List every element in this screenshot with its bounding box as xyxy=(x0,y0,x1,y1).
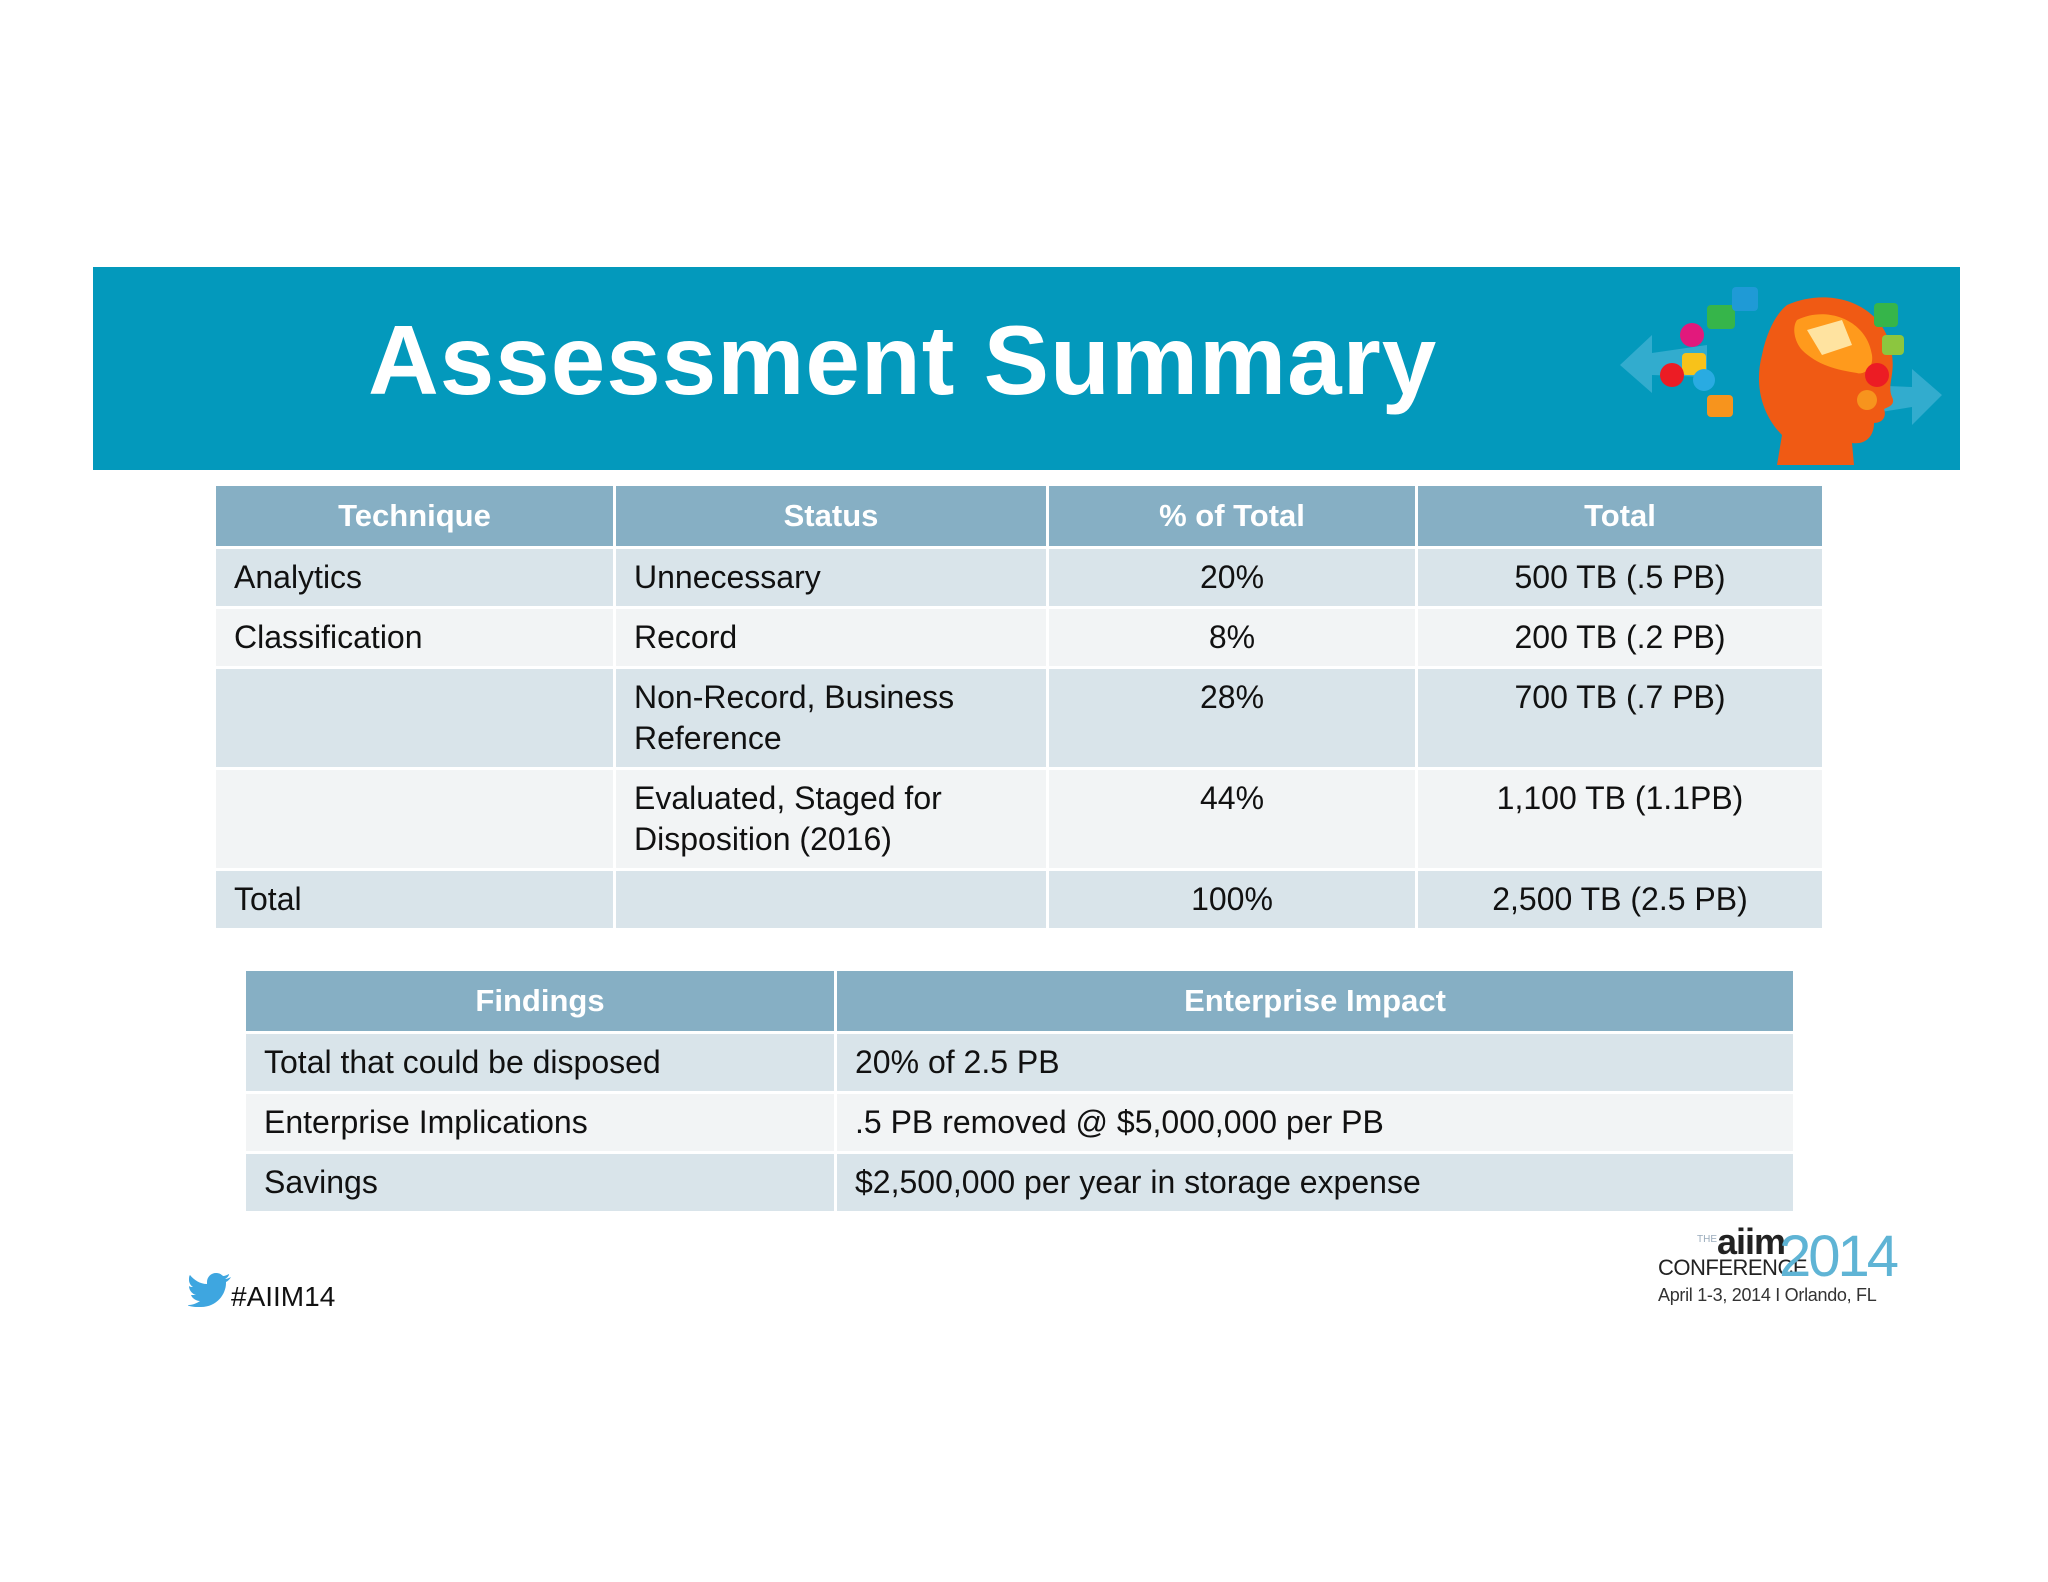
column-header-total: Total xyxy=(1417,485,1824,548)
column-header-percent: % of Total xyxy=(1048,485,1417,548)
finding-cell: Total that could be disposed xyxy=(245,1033,836,1093)
percent-cell: 20% xyxy=(1048,548,1417,608)
column-header-status: Status xyxy=(615,485,1048,548)
total-cell: 700 TB (.7 PB) xyxy=(1417,668,1824,769)
total-cell: 1,100 TB (1.1PB) xyxy=(1417,769,1824,870)
table-header-row xyxy=(215,485,1824,548)
logo-year-text: 2014 xyxy=(1779,1224,1897,1289)
column-header-findings: Findings xyxy=(245,970,836,1033)
column-header-enterprise-impact: Enterprise Impact xyxy=(836,970,1795,1033)
total-cell: 200 TB (.2 PB) xyxy=(1417,608,1824,668)
findings-table xyxy=(243,968,1796,1214)
logo-the-text: THE xyxy=(1697,1234,1717,1245)
impact-cell: 20% of 2.5 PB xyxy=(836,1033,1795,1093)
table-row xyxy=(245,1153,1795,1213)
percent-cell: 44% xyxy=(1048,769,1417,870)
table-row xyxy=(215,668,1824,769)
technique-cell xyxy=(215,668,615,769)
status-cell: Non-Record, Business Reference xyxy=(615,668,1048,769)
table-header-row xyxy=(245,970,1795,1033)
impact-cell: .5 PB removed @ $5,000,000 per PB xyxy=(836,1093,1795,1153)
table-total-row xyxy=(215,870,1824,930)
table-row xyxy=(245,1093,1795,1153)
table-row xyxy=(215,548,1824,608)
table-row xyxy=(245,1033,1795,1093)
percent-cell: 8% xyxy=(1048,608,1417,668)
social-head-illustration xyxy=(1612,275,1952,465)
logo-aiim-text: aiim xyxy=(1717,1221,1786,1262)
aiim-conference-logo xyxy=(1655,1221,1897,1310)
title-banner xyxy=(93,267,1960,470)
percent-cell: 100% xyxy=(1048,870,1417,930)
status-cell xyxy=(615,870,1048,930)
page-title: Assessment Summary xyxy=(368,305,1438,415)
technique-cell: Classification xyxy=(215,608,615,668)
technique-cell xyxy=(215,769,615,870)
total-cell: 500 TB (.5 PB) xyxy=(1417,548,1824,608)
status-cell: Evaluated, Staged for Disposition (2016) xyxy=(615,769,1048,870)
technique-cell: Total xyxy=(215,870,615,930)
total-cell: 2,500 TB (2.5 PB) xyxy=(1417,870,1824,930)
conference-date-location: April 1-3, 2014 I Orlando, FL xyxy=(1658,1285,1877,1305)
percent-cell: 28% xyxy=(1048,668,1417,769)
twitter-bird-icon xyxy=(188,1273,232,1307)
column-header-technique: Technique xyxy=(215,485,615,548)
finding-cell: Enterprise Implications xyxy=(245,1093,836,1153)
logo-conference-text: CONFERENCE xyxy=(1658,1255,1808,1280)
impact-cell: $2,500,000 per year in storage expense xyxy=(836,1153,1795,1213)
assessment-table xyxy=(213,483,1825,931)
status-cell: Unnecessary xyxy=(615,548,1048,608)
technique-cell: Analytics xyxy=(215,548,615,608)
status-cell: Record xyxy=(615,608,1048,668)
hashtag-text: #AIIM14 xyxy=(231,1281,336,1312)
finding-cell: Savings xyxy=(245,1153,836,1213)
table-row xyxy=(215,608,1824,668)
table-row xyxy=(215,769,1824,870)
